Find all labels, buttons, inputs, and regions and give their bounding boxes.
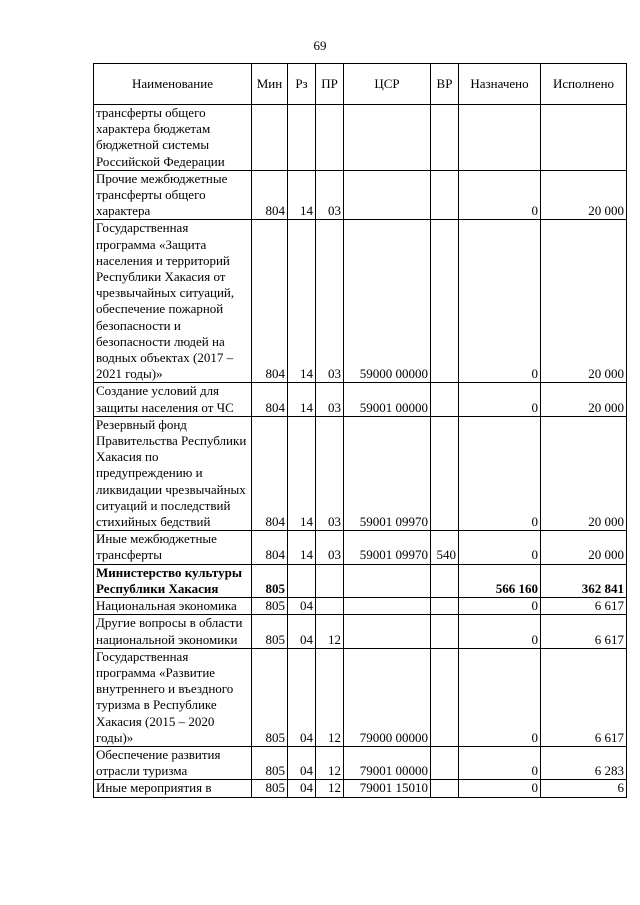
row-rz: 14: [288, 220, 316, 383]
row-csr: 59000 00000: [344, 220, 431, 383]
row-executed: 20 000: [541, 220, 627, 383]
row-min: 805: [252, 564, 288, 597]
row-min: 804: [252, 170, 288, 220]
table-row: [94, 105, 627, 171]
row-executed: 20 000: [541, 383, 627, 416]
row-rz: [288, 564, 316, 597]
row-vr: [431, 746, 459, 779]
table-header-row: [94, 64, 627, 105]
row-executed: 362 841: [541, 564, 627, 597]
row-min: 804: [252, 383, 288, 416]
row-rz: [288, 105, 316, 171]
row-csr: 59001 09970: [344, 416, 431, 530]
row-assigned: 0: [459, 416, 541, 530]
header-pr: ПР: [316, 64, 344, 105]
row-assigned: 566 160: [459, 564, 541, 597]
row-name: Другие вопросы в области национальной экономики: [94, 615, 252, 648]
header-min: Мин: [252, 64, 288, 105]
row-executed: 6 617: [541, 648, 627, 746]
table-row: [94, 531, 627, 564]
row-min: [252, 105, 288, 171]
row-min: 805: [252, 615, 288, 648]
row-rz: 04: [288, 746, 316, 779]
row-pr: 03: [316, 383, 344, 416]
row-assigned: 0: [459, 648, 541, 746]
row-csr: 79001 00000: [344, 746, 431, 779]
header-name: Наименование: [94, 64, 252, 105]
row-executed: 6 617: [541, 615, 627, 648]
row-csr: [344, 564, 431, 597]
header-csr: ЦСР: [344, 64, 431, 105]
table-row: [94, 780, 627, 797]
header-vr: ВР: [431, 64, 459, 105]
row-assigned: 0: [459, 780, 541, 797]
row-vr: [431, 598, 459, 615]
row-executed: 6 283: [541, 746, 627, 779]
row-vr: 540: [431, 531, 459, 564]
table-row: [94, 615, 627, 648]
row-executed: 6: [541, 780, 627, 797]
table-row: [94, 598, 627, 615]
row-vr: [431, 780, 459, 797]
row-csr: [344, 105, 431, 171]
row-assigned: 0: [459, 615, 541, 648]
row-csr: 79000 00000: [344, 648, 431, 746]
row-rz: 04: [288, 648, 316, 746]
row-assigned: 0: [459, 383, 541, 416]
row-name: Прочие межбюджетные трансферты общего характера: [94, 170, 252, 220]
row-assigned: [459, 105, 541, 171]
row-vr: [431, 615, 459, 648]
table-row: [94, 564, 627, 597]
row-pr: [316, 564, 344, 597]
row-name: Иные мероприятия в: [94, 780, 252, 797]
row-csr: [344, 615, 431, 648]
row-vr: [431, 105, 459, 171]
header-assigned: Назначено: [459, 64, 541, 105]
row-pr: 03: [316, 416, 344, 530]
row-rz: 14: [288, 383, 316, 416]
row-name: Национальная экономика: [94, 598, 252, 615]
row-rz: 14: [288, 531, 316, 564]
row-assigned: 0: [459, 220, 541, 383]
table-body: [94, 105, 627, 798]
page-number: 69: [313, 38, 327, 53]
row-csr: 79001 15010: [344, 780, 431, 797]
row-pr: [316, 598, 344, 615]
row-rz: 14: [288, 416, 316, 530]
row-rz: 04: [288, 780, 316, 797]
row-executed: 6 617: [541, 598, 627, 615]
table-row: [94, 220, 627, 383]
row-executed: 20 000: [541, 531, 627, 564]
row-csr: [344, 598, 431, 615]
table-row: [94, 170, 627, 220]
row-pr: 03: [316, 220, 344, 383]
row-name: Обеспечение развития отрасли туризма: [94, 746, 252, 779]
row-csr: [344, 170, 431, 220]
row-pr: [316, 105, 344, 171]
row-name: Создание условий для защиты населения от ЧС: [94, 383, 252, 416]
row-pr: 12: [316, 615, 344, 648]
row-executed: 20 000: [541, 170, 627, 220]
row-assigned: 0: [459, 746, 541, 779]
table-row: [94, 746, 627, 779]
row-csr: 59001 09970: [344, 531, 431, 564]
row-name: Иные межбюджетные трансферты: [94, 531, 252, 564]
row-name: Государственная программа «Защита населения и территорий Республики Хакасия от чрезвычайных ситуаций, обеспечение пожарной безопасности и безопасности людей на водных объектах (2017 – 2021 годы)»: [94, 220, 252, 383]
row-vr: [431, 383, 459, 416]
row-pr: 12: [316, 780, 344, 797]
row-name: Государственная программа «Развитие внутреннего и въездного туризма в Республике Хакасия (2015 – 2020 годы)»: [94, 648, 252, 746]
row-min: 805: [252, 598, 288, 615]
row-rz: 14: [288, 170, 316, 220]
row-vr: [431, 170, 459, 220]
row-min: 804: [252, 220, 288, 383]
row-pr: 03: [316, 531, 344, 564]
row-rz: 04: [288, 598, 316, 615]
row-min: 804: [252, 531, 288, 564]
row-pr: 03: [316, 170, 344, 220]
header-executed: Исполнено: [541, 64, 627, 105]
row-name: трансферты общего характера бюджетам бюджетной системы Российской Федерации: [94, 105, 252, 171]
budget-table: [93, 63, 627, 798]
row-min: 805: [252, 648, 288, 746]
row-csr: 59001 00000: [344, 383, 431, 416]
row-name: Министерство культуры Республики Хакасия: [94, 564, 252, 597]
row-min: 805: [252, 746, 288, 779]
row-executed: [541, 105, 627, 171]
row-min: 805: [252, 780, 288, 797]
table-row: [94, 648, 627, 746]
row-pr: 12: [316, 746, 344, 779]
row-vr: [431, 648, 459, 746]
table-row: [94, 416, 627, 530]
row-min: 804: [252, 416, 288, 530]
row-executed: 20 000: [541, 416, 627, 530]
row-vr: [431, 564, 459, 597]
row-pr: 12: [316, 648, 344, 746]
row-name: Резервный фонд Правительства Республики Хакасия по предупреждению и ликвидации чрезвычайных ситуаций и последствий стихийных бедствий: [94, 416, 252, 530]
row-assigned: 0: [459, 598, 541, 615]
row-vr: [431, 220, 459, 383]
row-assigned: 0: [459, 170, 541, 220]
table-row: [94, 383, 627, 416]
header-rz: Рз: [288, 64, 316, 105]
row-assigned: 0: [459, 531, 541, 564]
row-rz: 04: [288, 615, 316, 648]
row-vr: [431, 416, 459, 530]
